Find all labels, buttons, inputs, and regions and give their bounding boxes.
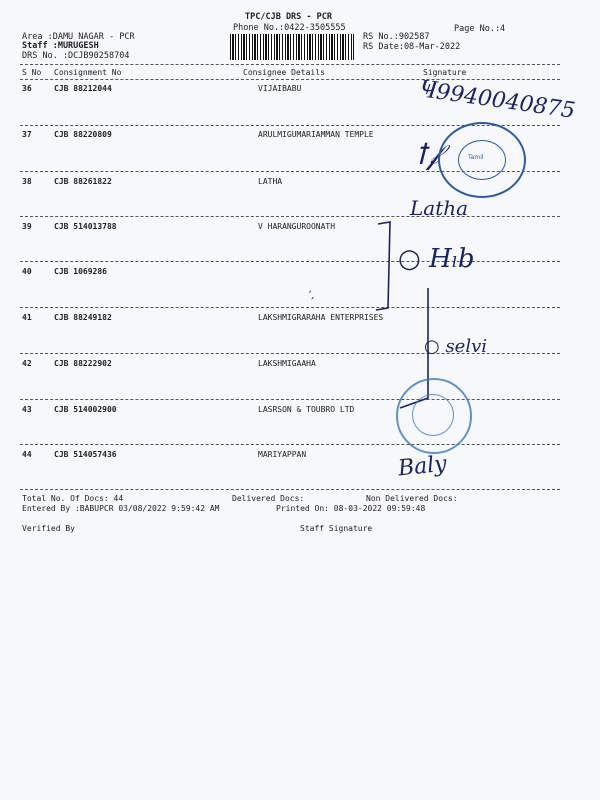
handwritten-name: selvi (445, 336, 488, 357)
header-top-rule (20, 64, 560, 65)
row-consignment: CJB 514057436 (54, 450, 117, 459)
row-consignee: LAKSHMIGRARAHA ENTERPRISES (258, 313, 384, 322)
row-consignment: CJB 88249182 (54, 313, 112, 322)
verified-by: Verified By (22, 524, 75, 533)
printed-on: Printed On: 08-03-2022 09:59:48 (276, 504, 426, 513)
entered-by: Entered By :BABUPCR 03/08/2022 9:59:42 AM (22, 504, 220, 513)
col-signature: Signature (423, 68, 467, 77)
row-consignment: CJB 88220809 (54, 130, 112, 139)
temple-stamp (438, 122, 526, 198)
row-consignee: MARIYAPPAN (258, 450, 307, 459)
row-divider (20, 307, 560, 308)
delivered-docs: Delivered Docs: (232, 494, 305, 503)
row-sno: 40 (22, 267, 32, 276)
total-docs: Total No. Of Docs: 44 (22, 494, 124, 503)
company-stamp (396, 378, 472, 454)
rs-number: RS No.:902587 (363, 32, 430, 42)
drs-number: DRS No. :DCJB90258704 (22, 51, 130, 61)
header-bottom-rule (20, 79, 560, 80)
stamp-text: Tamil (468, 154, 484, 161)
row-divider (20, 444, 560, 445)
phone-number: Phone No.:0422-3505555 (233, 23, 346, 33)
signature-row-42: ○ selvi (424, 336, 488, 357)
col-consignee: Consignee Details (243, 68, 325, 77)
barcode (230, 34, 354, 60)
row-divider (20, 399, 560, 400)
row-sno: 44 (22, 450, 32, 459)
stray-mark: ʼ, (308, 290, 315, 301)
signature-row-39: ○ Hₗb (398, 244, 475, 274)
staff-signature: Staff Signature (300, 524, 373, 533)
staff-name: Staff :MURUGESH (22, 41, 99, 51)
row-divider (20, 216, 560, 217)
row-consignee: LAKSHMIGAAHA (258, 359, 316, 368)
row-divider (20, 261, 560, 262)
page-number: Page No.:4 (454, 24, 506, 34)
doc-title: TPC/CJB DRS - PCR (245, 12, 332, 22)
area: Area :DAMU NAGAR - PCR (22, 32, 135, 42)
row-consignment: CJB 88212044 (54, 84, 112, 93)
handwritten-phone: 9940040875 (434, 79, 577, 124)
row-sno: 43 (22, 405, 32, 414)
row-consignment: CJB 88222902 (54, 359, 112, 368)
row-sno: 39 (22, 222, 32, 231)
row-consignment: CJB 1069286 (54, 267, 107, 276)
row-sno: 41 (22, 313, 32, 322)
row-sno: 42 (22, 359, 32, 368)
row-sno: 36 (22, 84, 32, 93)
row-consignment: CJB 514002900 (54, 405, 117, 414)
col-consignment: Consignment No (54, 68, 122, 77)
row-consignee: ARULMIGUMARIAMMAN TEMPLE (258, 130, 374, 139)
col-sno: S No (22, 68, 42, 77)
signature-row-38: Latha (410, 196, 469, 220)
row-consignee: V HARANGUROONATH (258, 222, 336, 231)
rs-date: RS Date:08-Mar-2022 (363, 42, 461, 52)
row-divider (20, 489, 560, 490)
row-consignment: CJB 514013788 (54, 222, 117, 231)
row-consignee: LATHA (258, 177, 283, 186)
signature-row-36 (417, 73, 578, 125)
row-consignee: LASRSON & TOUBRO LTD (258, 405, 355, 414)
row-sno: 37 (22, 130, 32, 139)
row-consignment: CJB 88261822 (54, 177, 112, 186)
signature-row-37: ꝉ𝒻 (415, 138, 440, 171)
signature-row-44: Baly (396, 451, 448, 482)
non-delivered-docs: Non Delivered Docs: (366, 494, 458, 503)
signature-scribble: Ҹ (416, 73, 439, 106)
row-sno: 38 (22, 177, 32, 186)
row-consignee: VIJAIBABU (258, 84, 302, 93)
